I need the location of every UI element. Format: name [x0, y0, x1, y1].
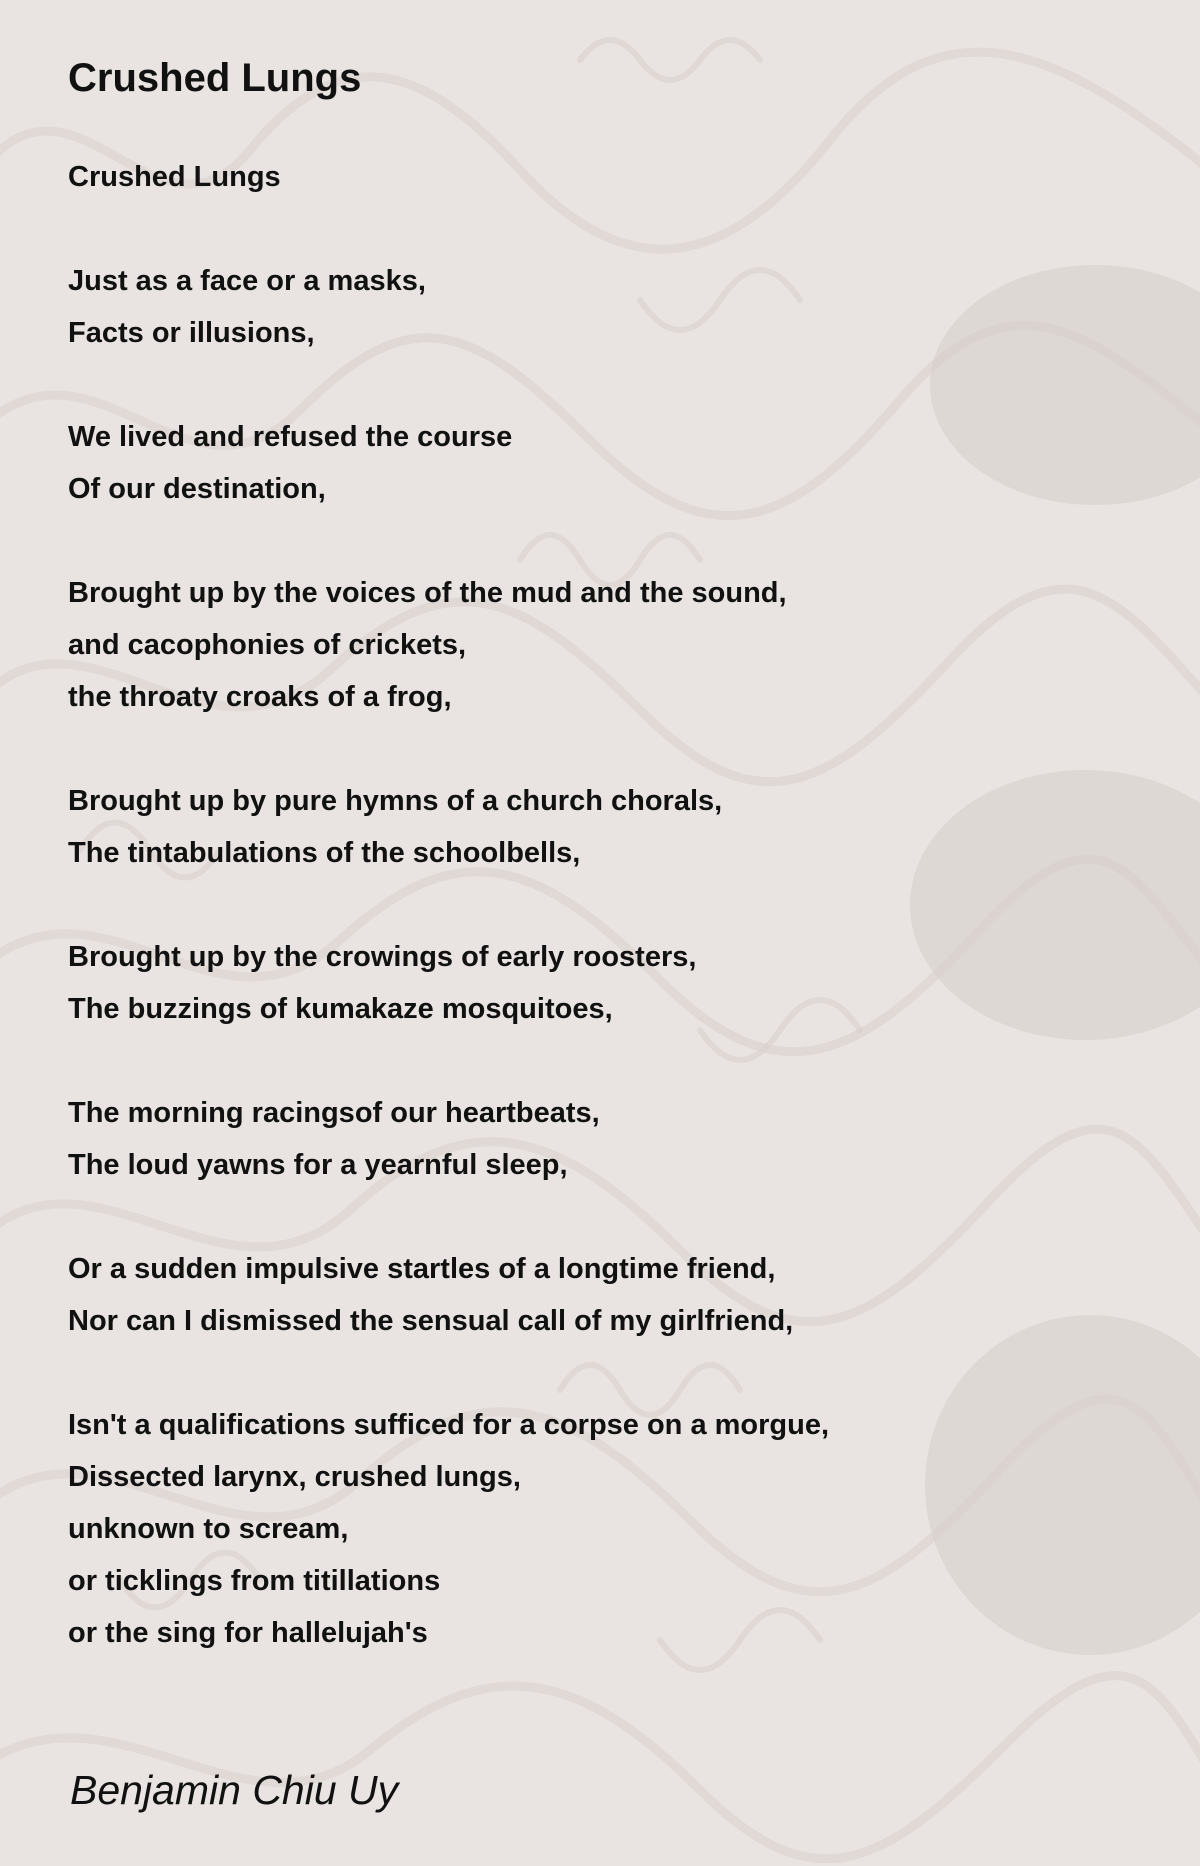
poem-line: the throaty croaks of a frog, — [68, 681, 452, 713]
poem-line: The buzzings of kumakaze mosquitoes, — [68, 993, 613, 1025]
poem-line: Just as a face or a masks, — [68, 265, 426, 297]
stanza-gap — [68, 879, 1148, 931]
poem-line: Brought up by the voices of the mud and the sound, — [68, 577, 787, 609]
poem-line: Brought up by pure hymns of a church chorals, — [68, 785, 723, 817]
stanza-gap — [68, 1035, 1148, 1087]
stanza-gap — [68, 359, 1148, 411]
poem-line: unknown to scream, — [68, 1513, 349, 1545]
stanza-gap — [68, 1347, 1148, 1399]
poem-line: Brought up by the crowings of early roosters, — [68, 941, 697, 973]
stanza-gap — [68, 1191, 1148, 1243]
poem-line: Facts or illusions, — [68, 317, 315, 349]
stanza-gap — [68, 723, 1148, 775]
poem-line: The tintabulations of the schoolbells, — [68, 837, 581, 869]
poem-line: Of our destination, — [68, 473, 326, 505]
poem-line: We lived and refused the course — [68, 421, 513, 453]
poem-line: Crushed Lungs — [68, 161, 281, 193]
poem-line: The loud yawns for a yearnful sleep, — [68, 1149, 568, 1181]
poem-title: Crushed Lungs — [68, 56, 362, 100]
poem-author: Benjamin Chiu Uy — [70, 1767, 399, 1813]
stanza-gap — [68, 515, 1148, 567]
poem-line: Nor can I dismissed the sensual call of my girlfriend, — [68, 1305, 794, 1337]
poem-line: Isn't a qualifications sufficed for a corpse on a morgue, — [68, 1409, 830, 1441]
poem-line: or ticklings from titillations — [68, 1565, 441, 1597]
stanza-gap — [68, 203, 1148, 255]
poem-line: Or a sudden impulsive startles of a longtime friend, — [68, 1253, 776, 1285]
poem-line: and cacophonies of crickets, — [68, 629, 467, 661]
poem-line: or the sing for hallelujah's — [68, 1617, 428, 1649]
poem-line: Dissected larynx, crushed lungs, — [68, 1461, 521, 1493]
poem-body — [68, 151, 1148, 1659]
poem-line: The morning racingsof our heartbeats, — [68, 1097, 600, 1129]
